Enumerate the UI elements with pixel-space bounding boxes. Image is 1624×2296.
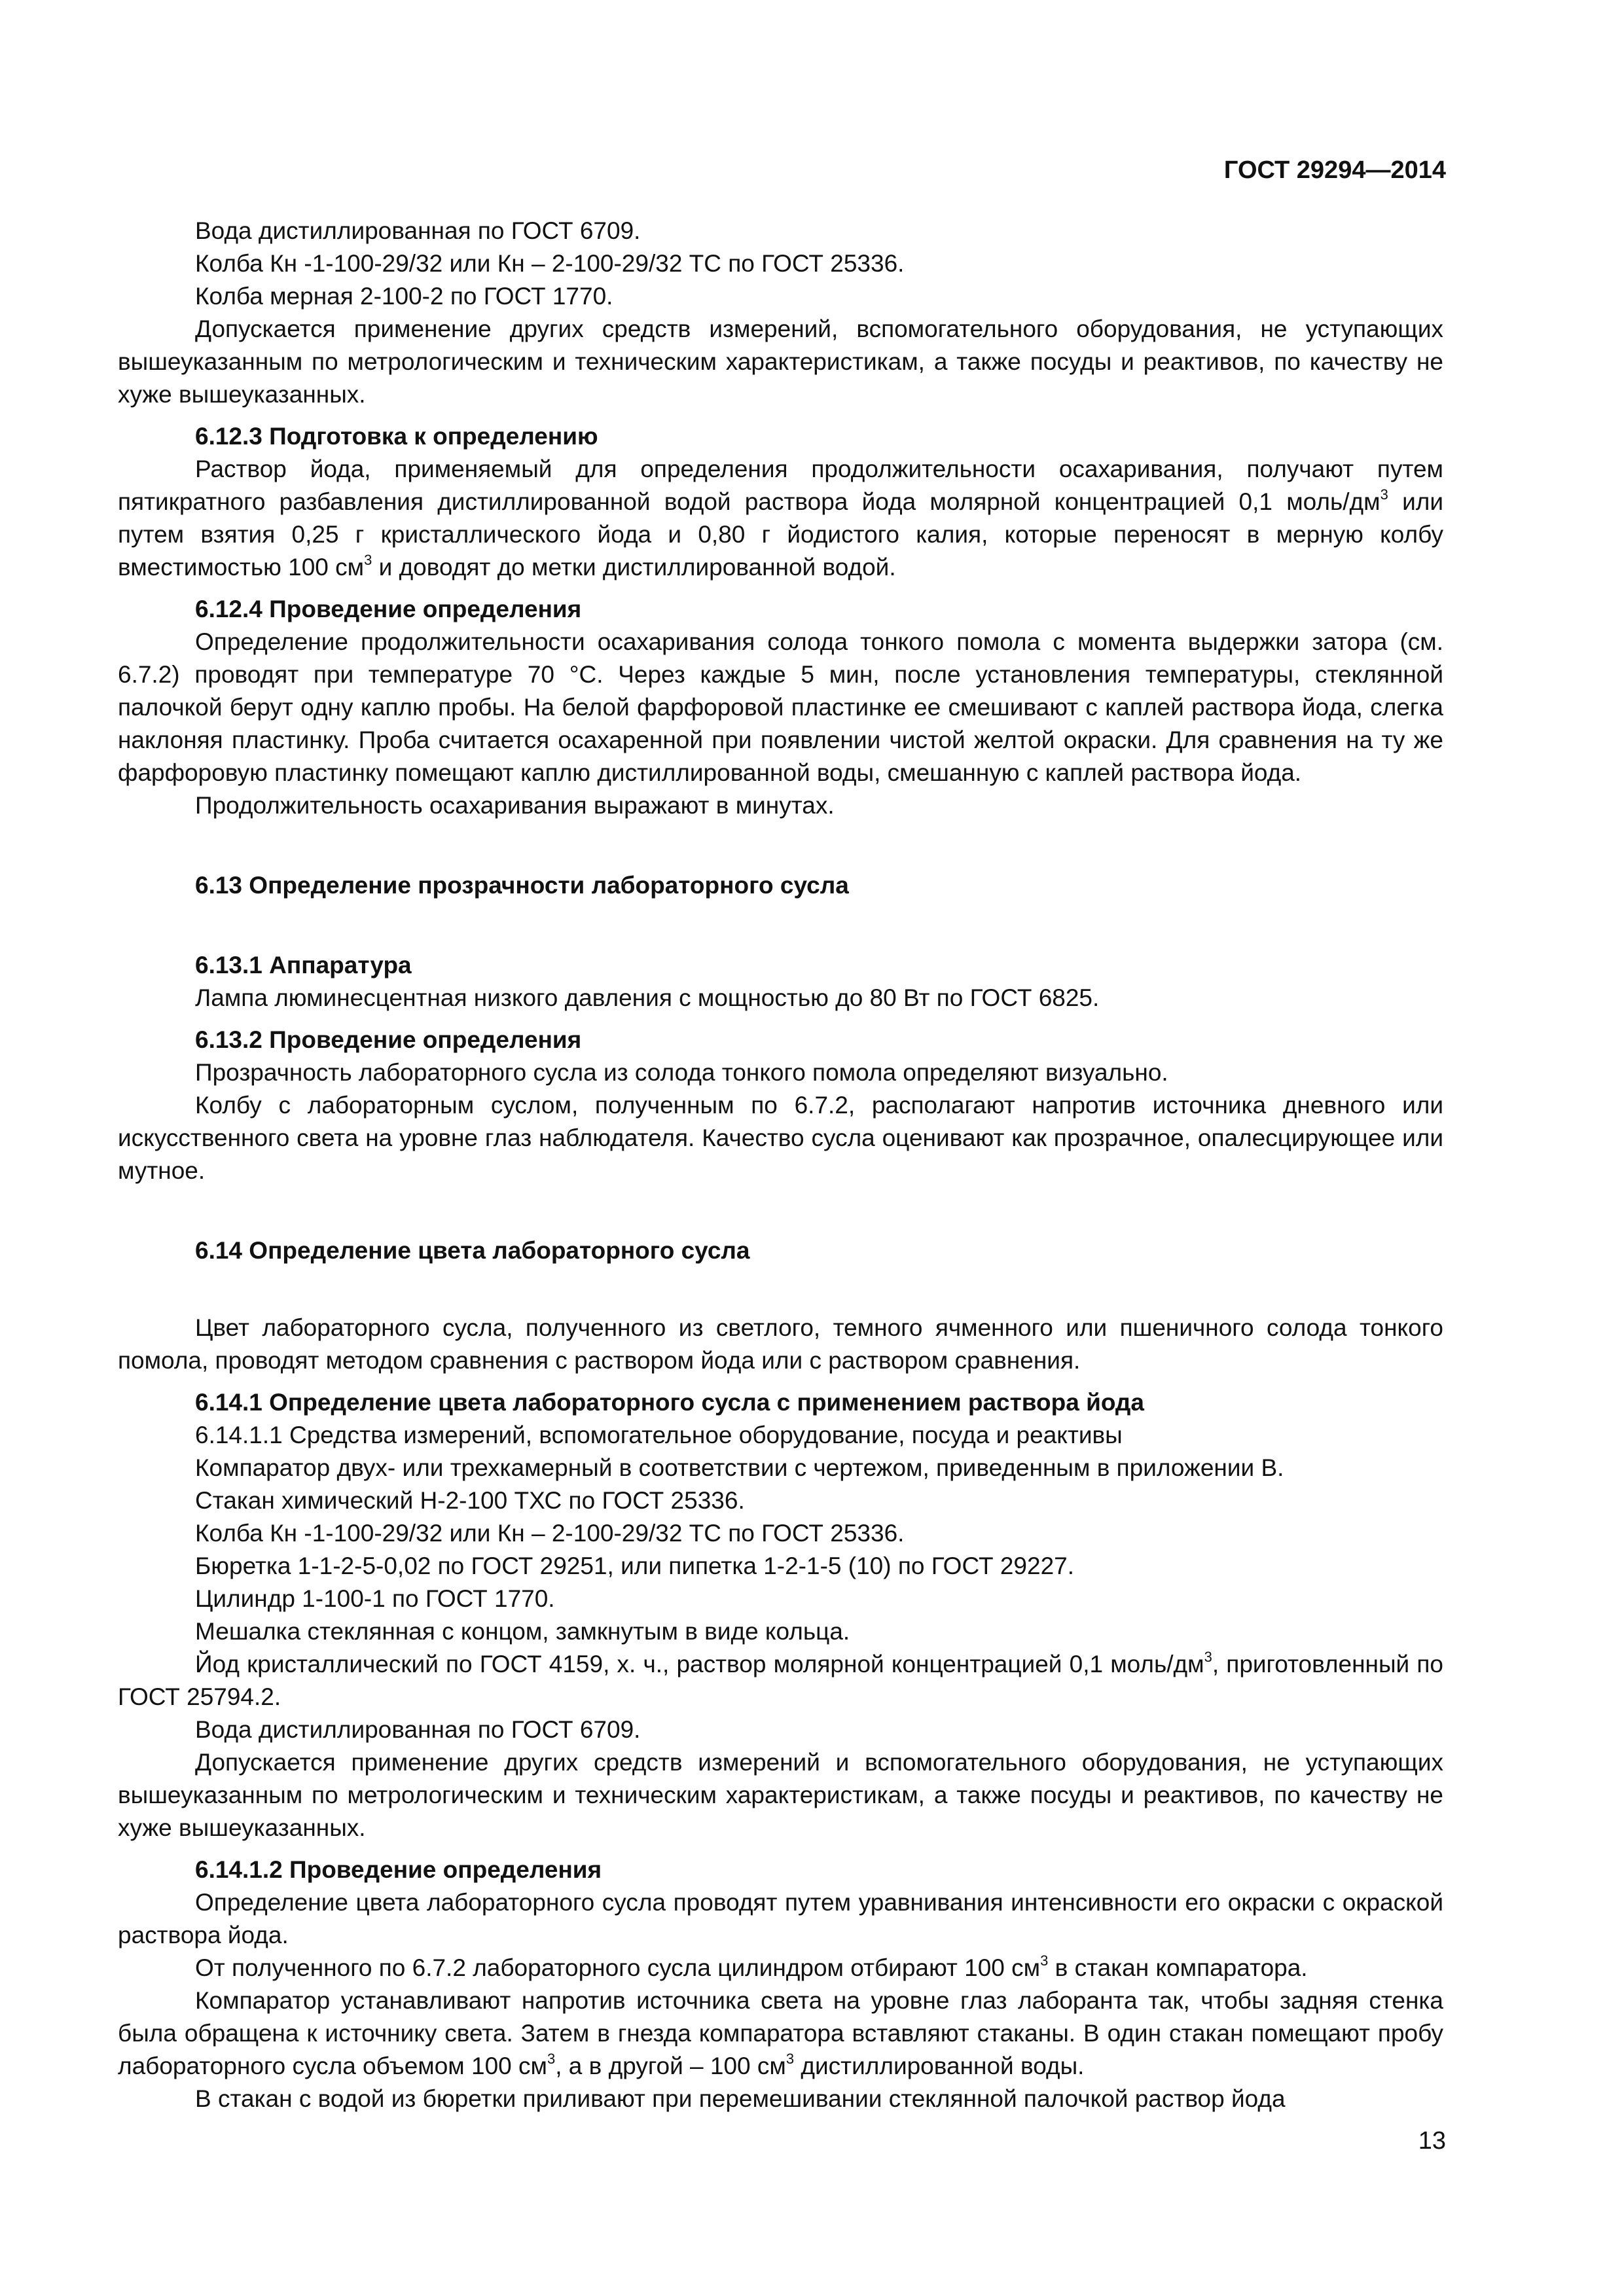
text-run: и доводят до метки дистиллированной водой. (372, 554, 896, 581)
paragraph: 6.14.1.1 Средства измерений, вспомогательное оборудование, посуда и реактивы (195, 1422, 1123, 1448)
document-header-id: ГОСТ 29294—2014 (1223, 156, 1446, 184)
superscript: 3 (785, 2051, 795, 2067)
paragraph: Допускается применение других средств измерений и вспомогательного оборудования, не уступающих вышеуказанным по метрологическим и техническим характеристикам, а также посуды и реактивов, по качеству не хуже вышеуказанных. (118, 1749, 1443, 1841)
paragraph: Цвет лабораторного сусла, полученного из светлого, темного ячменного или пшеничного солода тонкого помола, проводят методом сравнения с раствором йода или с раствором сравнения. (118, 1314, 1443, 1374)
paragraph: В стакан с водой из бюретки приливают при перемешивании стеклянной палочкой раствор йода (195, 2085, 1286, 2112)
page-number: 13 (1418, 2127, 1446, 2155)
section-heading: 6.14.1.2 Проведение определения (195, 1856, 602, 1883)
paragraph: Продолжительность осахаривания выражают в минутах. (195, 792, 835, 819)
text-run: в стакан компаратора. (1048, 1954, 1308, 1981)
text-run: , а в другой – 100 см (555, 2053, 786, 2079)
superscript: 3 (1040, 1952, 1049, 1969)
text-run: , приготовленный по ГОСТ 25794.2. (118, 1651, 1443, 1710)
paragraph: Колба мерная 2-100-2 по ГОСТ 1770. (195, 283, 613, 310)
paragraph: Колба Кн -1-100-29/32 или Кн – 2-100-29/32 ТС по ГОСТ 25336. (195, 1520, 905, 1547)
paragraph (118, 453, 1443, 584)
document-body (118, 215, 1443, 2115)
paragraph: Допускается применение других средств измерений, вспомогательного оборудования, не уступающих вышеуказанным по метрологическим и техническим характеристикам, а также посуды и реактивов, по качеству не хуже вышеуказанных. (118, 315, 1443, 408)
paragraph: Стакан химический Н-2-100 ТХС по ГОСТ 25336. (195, 1487, 745, 1514)
paragraph: Колба Кн -1-100-29/32 или Кн – 2-100-29/32 ТС по ГОСТ 25336. (195, 250, 905, 277)
paragraph: Мешалка стеклянная с концом, замкнутым в виде кольца. (195, 1618, 850, 1645)
text-run: От полученного по 6.7.2 лабораторного сусла цилиндром отбирают 100 см (195, 1954, 1041, 1981)
paragraph: Определение продолжительности осахаривания солода тонкого помола с момента выдержки затора (см. 6.7.2) проводят при температуре 70 °С. Через каждые 5 мин, после установления температуры, стеклянной палочкой берут одну каплю пробы. На белой фарфоровой пластинке ее смешивают с каплей раствора йода, слегка наклоняя пластинку. Проба считается осахаренной при появлении чистой желтой окраски. Для сравнения на ту же фарфоровую пластинку помещают каплю дистиллированной воды, смешанную с каплей раствора йода. (118, 628, 1443, 786)
section-heading: 6.14 Определение цвета лабораторного сусла (195, 1237, 750, 1264)
paragraph: Вода дистиллированная по ГОСТ 6709. (195, 1716, 641, 1743)
text-run: Йод кристаллический по ГОСТ 4159, х. ч., раствор молярной концентрацией 0,1 моль/дм (195, 1651, 1204, 1677)
section-heading: 6.13 Определение прозрачности лабораторного сусла (195, 872, 849, 899)
superscript: 3 (1204, 1649, 1212, 1665)
section-heading: 6.12.3 Подготовка к определению (195, 423, 598, 450)
paragraph (118, 1984, 1443, 2083)
paragraph: Компаратор двух- или трехкамерный в соответствии с чертежом, приведенным в приложении В. (195, 1454, 1284, 1481)
paragraph: Лампа люминесцентная низкого давления с мощностью до 80 Вт по ГОСТ 6825. (195, 984, 1100, 1011)
paragraph (118, 1952, 1443, 1984)
section-heading: 6.12.4 Проведение определения (195, 596, 582, 622)
paragraph: Цилиндр 1-100-1 по ГОСТ 1770. (195, 1585, 555, 1612)
superscript: 3 (364, 552, 372, 568)
text-run: дистиллированной воды. (794, 2053, 1085, 2079)
superscript: 3 (1380, 486, 1388, 503)
section-heading: 6.13.2 Проведение определения (195, 1026, 582, 1053)
text-run: или путем взятия 0,25 г кристаллического йода и 0,80 г йодистого калия, которые переносят в мерную колбу вместимостью 100 см (118, 488, 1443, 581)
paragraph: Бюретка 1-1-2-5-0,02 по ГОСТ 29251, или пипетка 1-2-1-5 (10) по ГОСТ 29227. (195, 1552, 1075, 1579)
paragraph: Колбу с лабораторным суслом, полученным по 6.7.2, располагают напротив источника дневного или искусственного света на уровне глаз наблюдателя. Качество сусла оценивают как прозрачное, опалесцирующее или мутное. (118, 1092, 1443, 1184)
text-run: Раствор йода, применяемый для определения продолжительности осахаривания, получают путем пятикратного разбавления дистиллированной водой раствора йода молярной концентрацией 0,1 моль/дм (118, 456, 1443, 515)
section-heading: 6.14.1 Определение цвета лабораторного сусла с применением раствора йода (195, 1389, 1144, 1416)
superscript: 3 (547, 2051, 556, 2067)
text-run: Компаратор устанавливают напротив источника света на уровне глаз лаборанта так, чтобы задняя стенка была обращена к источнику света. Затем в гнезда компаратора вставляют стаканы. В один стакан помещают пробу лабораторного сусла объемом 100 см (118, 1987, 1443, 2079)
paragraph: Вода дистиллированная по ГОСТ 6709. (195, 217, 641, 244)
section-heading: 6.13.1 Аппаратура (195, 952, 412, 978)
paragraph: Прозрачность лабораторного сусла из солода тонкого помола определяют визуально. (195, 1059, 1168, 1086)
paragraph (118, 1648, 1443, 1713)
paragraph: Определение цвета лабораторного сусла проводят путем уравнивания интенсивности его окраски с окраской раствора йода. (118, 1889, 1443, 1948)
